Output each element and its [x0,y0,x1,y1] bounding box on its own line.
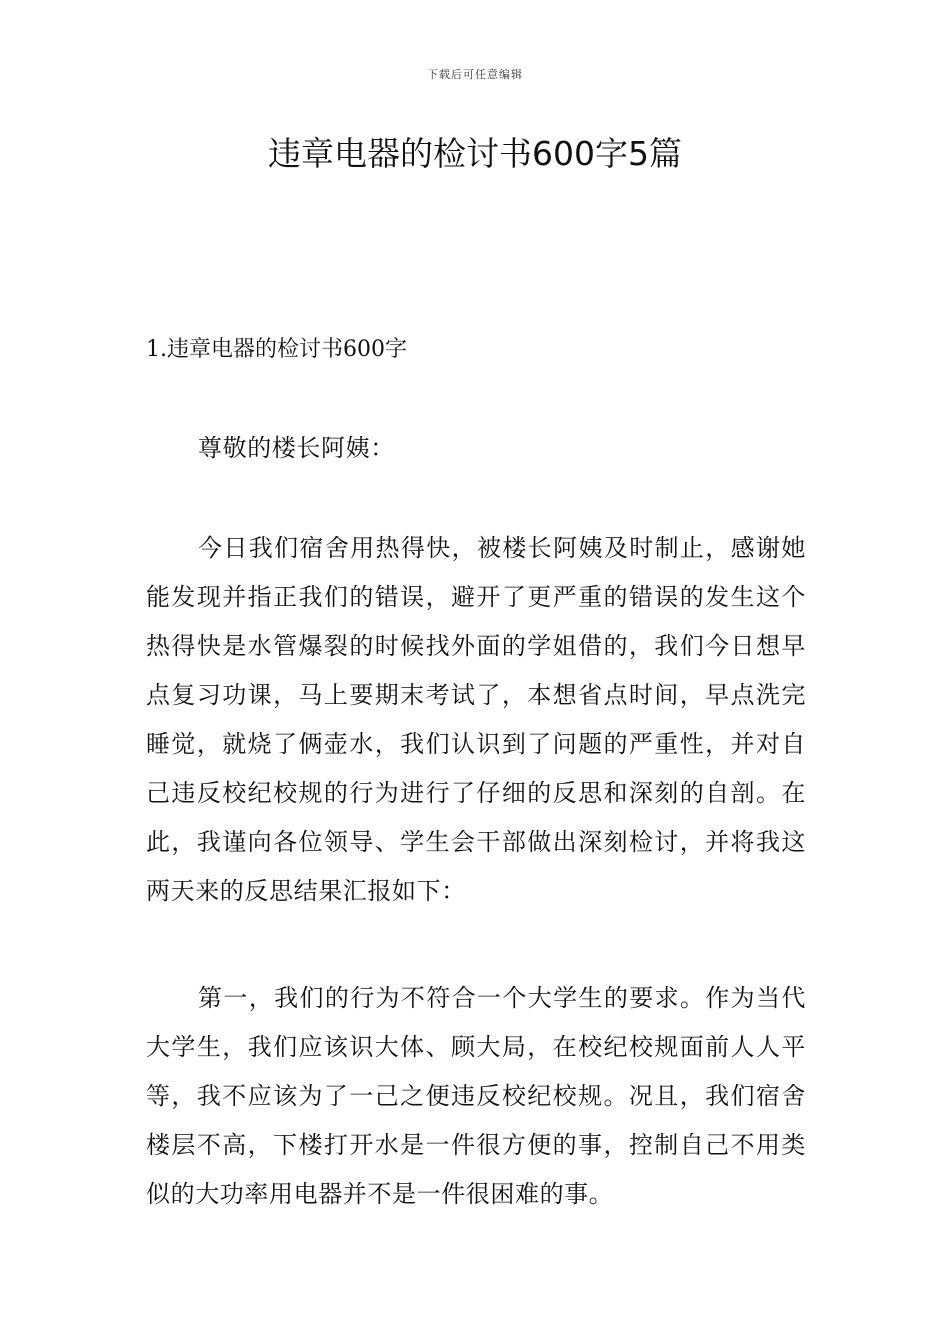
body-paragraph-1: 今日我们宿舍用热得快，被楼长阿姨及时制止，感谢她能发现并指正我们的错误，避开了更严重的错误的发生这个热得快是水管爆裂的时候找外面的学姐借的，我们今日想早点复习功课，马上要期末考试了，本想省点时间，早点洗完睡觉，就烧了俩壶水，我们认识到了问题的严重性，并对自己违反校纪校规的行为进行了仔细的反思和深刻的自剖。在此，我谨向各位领导、学生会干部做出深刻检讨，并将我这两天来的反思结果汇报如下： [146,534,806,905]
section-heading: 1.违章电器的检讨书600字 [146,337,407,362]
body-paragraph-2: 第一，我们的行为不符合一个大学生的要求。作为当代大学生，我们应该识大体、顾大局，在校纪校规面前人人平等，我不应该为了一己之便违反校纪校规。况且，我们宿舍楼层不高，下楼打开水是一件很方便的事，控制自己不用类似的大功率用电器并不是一件很困难的事。 [146,984,806,1208]
document-title: 违章电器的检讨书600字5篇 [268,134,682,173]
page-header-note: 下载后可任意编辑 [427,68,523,81]
salutation-paragraph: 尊敬的楼长阿姨： [198,434,395,462]
